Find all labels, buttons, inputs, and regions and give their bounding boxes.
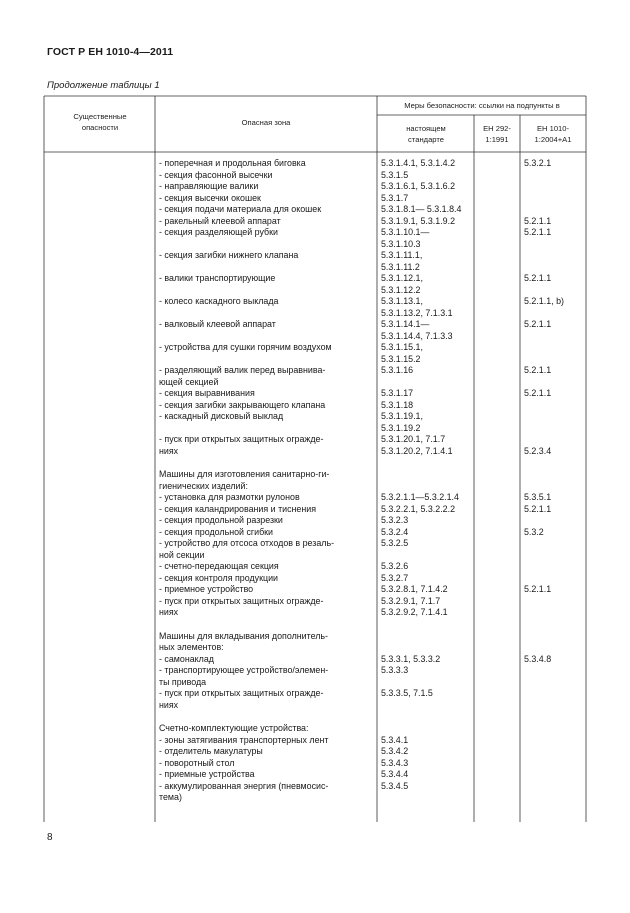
zone-cell-line: - разделяющий валик перед выравнива-	[159, 365, 326, 375]
standard-ref-line: 5.3.1.18	[381, 399, 414, 410]
zone-cell-line: - секция фасонной высечки	[159, 169, 273, 180]
standard-ref-line: 5.3.1.5	[381, 169, 409, 180]
zone-cell-line: - устройства для сушки горячим воздухом	[159, 342, 332, 352]
zone-cell-line: - устройство для отсоса отходов в резаль-	[159, 538, 335, 548]
zone-cell-line: - приемное устройство	[159, 584, 254, 594]
standard-ref-line: 5.3.2.4	[381, 526, 409, 537]
standard-ref-line: 5.3.1.13.2, 7.1.3.1	[381, 307, 453, 318]
zone-cell-line: - аккумулированная энергия (пневмосис-	[159, 780, 329, 791]
standard-ref-line: 5.3.3.3	[381, 665, 409, 675]
zone-cell-line: - пуск при открытых защитных огражде-	[159, 595, 324, 606]
standard-ref-line: 5.3.1.10.1—	[381, 227, 430, 237]
document-header: ГОСТ Р ЕН 1010-4—2011	[47, 46, 174, 58]
standard-ref-line: 5.3.1.12.1,	[381, 273, 423, 283]
standard-ref-line: 5.3.1.13.1,	[381, 296, 423, 306]
en1010-ref-line: 5.2.1.1	[524, 273, 552, 283]
header-col-en292: ЕН 292- 1:1991	[483, 124, 511, 144]
standard-ref-line: 5.3.1.8.1— 5.3.1.8.4	[381, 204, 462, 214]
zone-cell-line: - зоны затягивания транспортерных лент	[159, 734, 329, 745]
zone-cell-line: тема)	[159, 792, 182, 802]
standard-ref-line: 5.3.1.9.1, 5.3.1.9.2	[381, 215, 456, 226]
standard-ref-line: 5.3.1.20.1, 7.1.7	[381, 434, 446, 444]
standard-ref-line: 5.3.1.20.2, 7.1.4.1	[381, 445, 453, 456]
zone-cell-line: - секция разделяющей рубки	[159, 227, 278, 237]
standard-ref-line: 5.3.3.1, 5.3.3.2	[381, 653, 441, 664]
standard-ref-line: 5.3.4.2	[381, 746, 409, 756]
header-measures: Меры безопасности: ссылки на подпункты в	[404, 101, 560, 110]
standard-ref-line: 5.3.1.16	[381, 365, 414, 375]
zone-cell-line: - секция загибки закрывающего клапана	[159, 399, 326, 410]
zone-cell-line: - секция каландрирования и тиснения	[159, 503, 317, 514]
en1010-ref-line: 5.3.2.1	[524, 158, 552, 168]
standard-ref-line: 5.3.1.12.2	[381, 284, 421, 295]
header-col-zone: Опасная зона	[241, 118, 291, 127]
standard-ref-line: 5.3.4.3	[381, 757, 409, 768]
zone-cell-line: ющей секцией	[159, 376, 219, 387]
standard-ref-line: 5.3.1.19.1,	[381, 411, 423, 421]
standard-ref-line: 5.3.2.3	[381, 515, 409, 525]
zone-cell-line: - поворотный стол	[159, 757, 235, 768]
zone-cell-line: - секция загибки нижнего клапана	[159, 250, 299, 260]
zone-cell-line: гиенических изделий:	[159, 480, 248, 491]
zone-cell-line: - счетно-передающая секция	[159, 561, 279, 571]
standard-ref-line: 5.3.4.1	[381, 734, 409, 745]
zone-cell-line: Машины для изготовления санитарно-ги-	[159, 469, 330, 479]
zone-cell-line: - секция продольной разрезки	[159, 515, 283, 525]
standard-ref-line: 5.3.1.15.2	[381, 353, 421, 364]
zone-cell-line: - секция высечки окошек	[159, 192, 261, 203]
standard-ref-line: 5.3.2.7	[381, 572, 409, 583]
standard-ref-line: 5.3.2.1.1—5.3.2.1.4	[381, 492, 459, 502]
standard-ref-line: 5.3.1.15.1,	[381, 342, 423, 352]
standard-ref-line: 5.3.1.11.1,	[381, 250, 423, 260]
standard-ref-line: 5.3.1.19.2	[381, 422, 421, 433]
standard-ref-line: 5.3.1.6.1, 5.3.1.6.2	[381, 181, 456, 191]
zone-cell-line: - секция выравнивания	[159, 388, 255, 398]
standard-ref-line: 5.3.2.2.1, 5.3.2.2.2	[381, 503, 456, 514]
zone-cell-line: - установка для размотки рулонов	[159, 492, 300, 502]
en1010-ref-line: 5.3.4.8	[524, 653, 552, 664]
en1010-ref-line: 5.2.1.1	[524, 319, 552, 329]
standard-ref-line: 5.3.2.9.2, 7.1.4.1	[381, 607, 448, 617]
zone-cell-line: - пуск при открытых защитных огражде-	[159, 688, 324, 698]
en1010-ref-line: 5.2.1.1, b)	[524, 296, 564, 306]
standard-ref-line: 5.3.2.9.1, 7.1.7	[381, 595, 441, 606]
standard-ref-line: 5.3.1.4.1, 5.3.1.4.2	[381, 158, 456, 168]
standard-ref-line: 5.3.1.14.1—	[381, 319, 430, 329]
zone-cell-line: - валики транспортирующие	[159, 273, 276, 283]
zone-cell-line: Счетно-комплектующие устройства:	[159, 723, 309, 733]
en1010-ref-line: 5.2.3.4	[524, 445, 552, 456]
standard-ref-line: 5.3.1.17	[381, 388, 414, 398]
en1010-ref-line: 5.2.1.1	[524, 584, 552, 594]
standard-ref-line: 5.3.1.10.3	[381, 238, 421, 249]
en1010-ref-line: 5.2.1.1	[524, 215, 552, 226]
en1010-ref-line: 5.2.1.1	[524, 503, 552, 514]
standard-ref-line: 5.3.3.5, 7.1.5	[381, 688, 433, 698]
zone-cell-line: - отделитель макулатуры	[159, 746, 263, 756]
standard-ref-line: 5.3.1.11.2	[381, 261, 420, 272]
zone-cell-line: - приемные устройства	[159, 769, 255, 779]
header-col-en1010: ЕН 1010- 1:2004+А1	[534, 124, 572, 144]
zone-cell-line: - колесо каскадного выклада	[159, 296, 279, 306]
header-col-hazards: Существенные опасности	[73, 112, 127, 132]
zone-cell-line: - валковый клеевой аппарат	[159, 319, 276, 329]
standard-ref-line: 5.3.2.6	[381, 561, 409, 571]
zone-cell-line: - самонаклад	[159, 653, 214, 664]
standard-ref-line: 5.3.1.14.4, 7.1.3.3	[381, 330, 453, 341]
zone-cell-line: - ракельный клеевой аппарат	[159, 215, 281, 226]
zone-cell-line: - секция подачи материала для окошек	[159, 204, 322, 214]
zone-cell-line: - транспортирующее устройство/элемен-	[159, 665, 329, 675]
zone-cell-line: - поперечная и продольная биговка	[159, 158, 306, 168]
en1010-ref-line: 5.3.2	[524, 526, 544, 537]
zone-cell-line: ниях	[159, 699, 179, 710]
zone-cell-line: - каскадный дисковый выклад	[159, 411, 284, 421]
zone-cell-line: Машины для вкладывания дополнитель-	[159, 630, 328, 641]
en1010-ref-line: 5.3.5.1	[524, 492, 552, 502]
table-caption: Продолжение таблицы 1	[47, 80, 160, 91]
standard-ref-line: 5.3.1.7	[381, 192, 409, 203]
zone-cell-line: ты привода	[159, 676, 207, 687]
en1010-ref-line: 5.2.1.1	[524, 227, 552, 237]
standard-ref-line: 5.3.4.5	[381, 780, 409, 791]
zone-cell-line: ниях	[159, 607, 179, 617]
en1010-ref-line: 5.2.1.1	[524, 365, 552, 375]
zone-cell-line: - секция контроля продукции	[159, 572, 278, 583]
zone-cell-line: ной секции	[159, 549, 205, 560]
zone-cell-line: - направляющие валики	[159, 181, 259, 191]
standard-ref-line: 5.3.2.5	[381, 538, 409, 548]
zone-cell-line: - секция продольной сгибки	[159, 526, 274, 537]
standard-ref-line: 5.3.4.4	[381, 769, 409, 779]
zone-cell-line: - пуск при открытых защитных огражде-	[159, 434, 324, 444]
page-number: 8	[47, 832, 53, 843]
header-col-this-standard: настоящем стандарте	[406, 124, 446, 144]
standard-ref-line: 5.3.2.8.1, 7.1.4.2	[381, 584, 448, 594]
en1010-ref-line: 5.2.1.1	[524, 388, 552, 398]
zone-cell-line: ниях	[159, 445, 179, 456]
zone-cell-line: ных элементов:	[159, 642, 224, 652]
